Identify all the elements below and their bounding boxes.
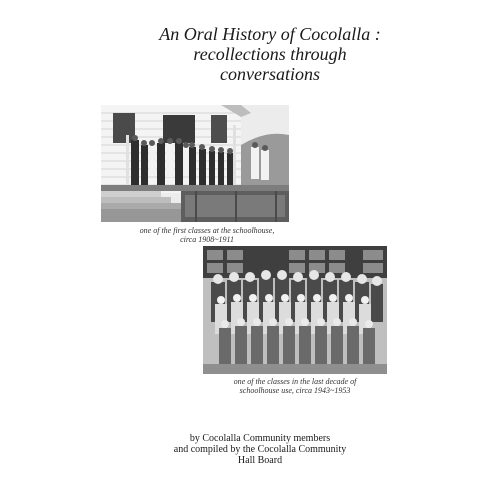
photo2-caption [205,377,385,395]
photo1-caption [118,226,296,244]
schoolhouse-porch-illustration [101,105,289,222]
schoolhouse-early-class-photo [101,105,289,222]
credits-line-3: Hall Board [237,455,283,466]
credits-line-2: and compiled by the Cocolalla Community [173,444,347,455]
author-credits [130,433,390,466]
photo1-caption-line-1: one of the first classes at the schoolhouse, [139,226,275,235]
book-title [120,24,420,84]
photo2-caption-line-1: one of the classes in the last decade of [233,377,357,386]
title-line-3: conversations [220,64,320,84]
title-line-2: recollections through [193,44,347,64]
photo2-caption-line-2: schoolhouse use, circa 1943~1953 [239,386,351,395]
class-group-illustration [203,246,387,374]
photo1-caption-line-2: circa 1908~1911 [180,235,234,244]
credits-line-1: by Cocolalla Community members [189,433,331,444]
schoolhouse-later-class-photo [203,246,387,374]
title-line-1: An Oral History of Cocolalla : [159,24,381,44]
